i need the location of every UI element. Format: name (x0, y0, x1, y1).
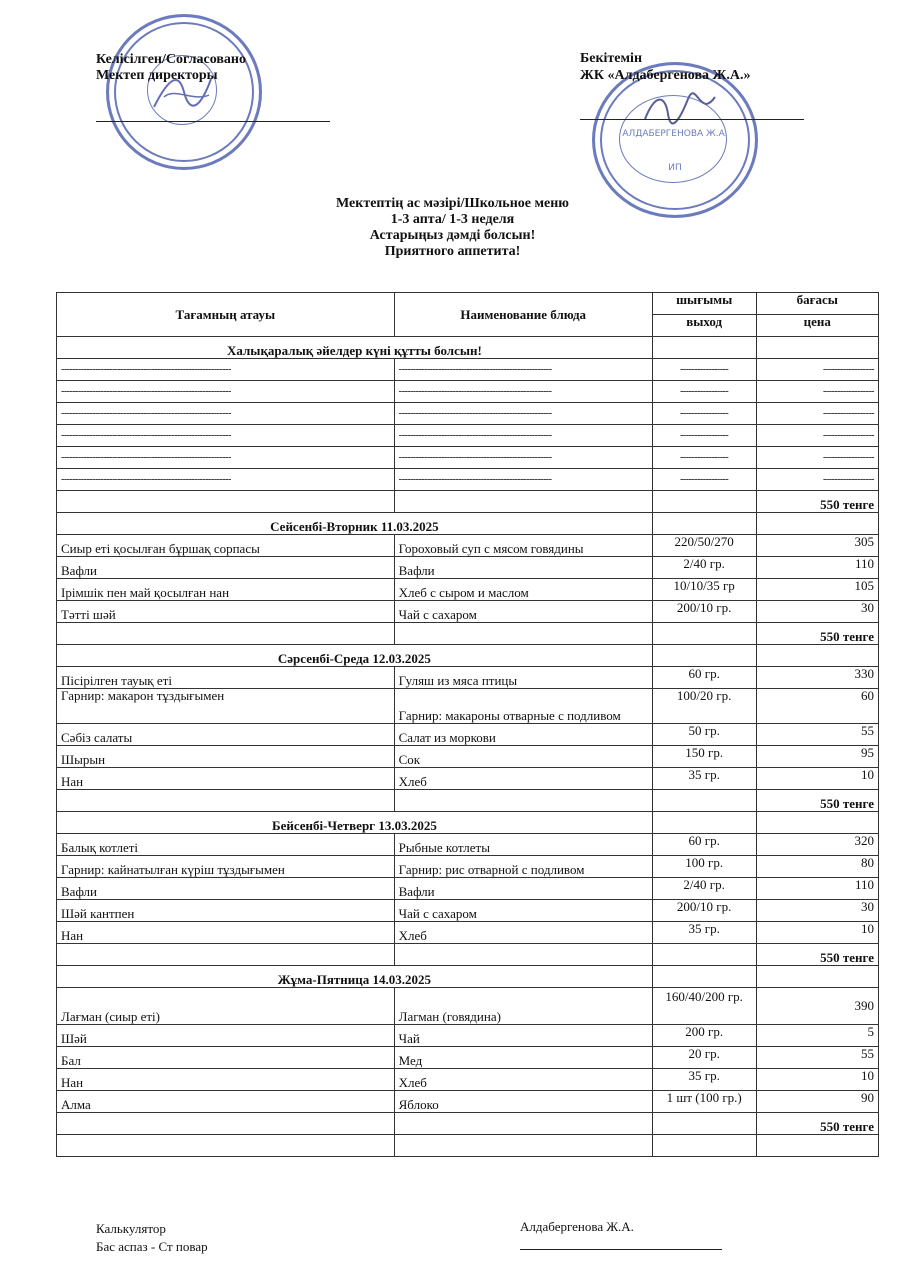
item-name-kz: Тәтті шәй (57, 601, 395, 623)
item-name-kz: Балық котлеті (57, 834, 395, 856)
item-name-kz: Лағман (сиыр еті) (57, 988, 395, 1025)
menu-table (56, 292, 879, 1157)
empty-cell (57, 623, 395, 645)
header-yield-kz: шығымы (652, 293, 756, 315)
item-price: 110 (756, 878, 879, 900)
menu-item-row (57, 1069, 879, 1091)
dash-cell: ------------------------------------------------------ (394, 381, 652, 403)
empty-cell (652, 337, 756, 359)
item-price: 60 (756, 689, 879, 724)
dash-cell: ------------------------------------------------------ (394, 447, 652, 469)
header-name-ru: Наименование блюда (394, 293, 652, 337)
item-name-ru: Салат из моркови (394, 724, 652, 746)
approval-left-line2: Мектеп директоры (96, 68, 218, 83)
item-name-kz: Алма (57, 1091, 395, 1113)
item-price: 30 (756, 601, 879, 623)
day-total-row (57, 1113, 879, 1135)
stamp-name: АЛДАБЕРГЕНОВА Ж.А. (622, 129, 728, 139)
approval-left (96, 52, 246, 84)
item-name-kz: Нан (57, 768, 395, 790)
item-price: 10 (756, 1069, 879, 1091)
item-name-ru: Чай с сахаром (394, 900, 652, 922)
item-name-ru: Гуляш из мяса птицы (394, 667, 652, 689)
item-yield: 200/10 гр. (652, 900, 756, 922)
dash-cell: ------------------ (756, 469, 879, 491)
empty-cell (756, 513, 879, 535)
item-name-ru: Гарнир: рис отварной с подливом (394, 856, 652, 878)
empty-cell (652, 513, 756, 535)
day-title: Бейсенбі-Четверг 13.03.2025 (57, 812, 653, 834)
header-price-kz: бағасы (756, 293, 879, 315)
item-yield: 35 гр. (652, 1069, 756, 1091)
day-title-row (57, 966, 879, 988)
item-price: 390 (756, 988, 879, 1025)
holiday-dash-row (57, 359, 879, 381)
item-price: 320 (756, 834, 879, 856)
day-total: 550 тенге (756, 623, 879, 645)
day-total-row (57, 944, 879, 966)
signature-mark (640, 89, 720, 129)
item-name-ru: Рыбные котлеты (394, 834, 652, 856)
item-name-kz: Гарнир: макарон тұздығымен (57, 689, 395, 724)
menu-item-row (57, 1025, 879, 1047)
item-name-kz: Сәбіз салаты (57, 724, 395, 746)
empty-cell (57, 491, 395, 513)
holiday-title: Халықаралық әйелдер күні құтты болсын! (57, 337, 653, 359)
empty-cell (57, 1113, 395, 1135)
empty-cell (652, 1113, 756, 1135)
item-name-kz: Ірімшік пен май қосылған нан (57, 579, 395, 601)
entrepreneur-stamp (592, 62, 758, 218)
title-line1: Мектептің ас мәзірі/Школьное меню (336, 196, 569, 211)
day-total: 550 тенге (756, 944, 879, 966)
item-price: 30 (756, 900, 879, 922)
school-stamp (106, 14, 262, 170)
title-line3: Астарыңыз дәмді болсын! (369, 228, 536, 243)
empty-cell (652, 1135, 756, 1157)
empty-cell (652, 790, 756, 812)
dash-cell: ----------------- (652, 381, 756, 403)
menu-item-row (57, 579, 879, 601)
menu-item-row (57, 900, 879, 922)
item-name-kz: Вафли (57, 557, 395, 579)
menu-item-row (57, 689, 879, 724)
item-yield: 220/50/270 (652, 535, 756, 557)
day-total-row (57, 623, 879, 645)
menu-item-row (57, 1047, 879, 1069)
empty-cell (756, 1135, 879, 1157)
item-name-ru: Вафли (394, 878, 652, 900)
item-price: 10 (756, 768, 879, 790)
footer-calculator: Калькулятор (96, 1221, 166, 1236)
empty-row (57, 1135, 879, 1157)
item-yield: 1 шт (100 гр.) (652, 1091, 756, 1113)
dash-cell: ------------------------------------------------------------ (57, 447, 395, 469)
item-price: 90 (756, 1091, 879, 1113)
item-price: 5 (756, 1025, 879, 1047)
empty-cell (394, 1135, 652, 1157)
item-name-kz: Гарнир: кайнатылған күріш тұздығымен (57, 856, 395, 878)
menu-item-row (57, 746, 879, 768)
menu-item-row (57, 834, 879, 856)
menu-item-row (57, 922, 879, 944)
dash-cell: ------------------ (756, 403, 879, 425)
dash-cell: ------------------------------------------------------ (394, 403, 652, 425)
dash-cell: ------------------ (756, 359, 879, 381)
holiday-dash-row (57, 425, 879, 447)
title-line2: 1-3 апта/ 1-3 неделя (390, 212, 515, 227)
item-yield: 2/40 гр. (652, 878, 756, 900)
title-line4: Приятного аппетита! (384, 244, 521, 259)
holiday-title-row (57, 337, 879, 359)
day-title-row (57, 812, 879, 834)
item-yield: 20 гр. (652, 1047, 756, 1069)
item-yield: 10/10/35 гр (652, 579, 756, 601)
item-price: 305 (756, 535, 879, 557)
item-name-kz: Сиыр еті қосылған бұршақ сорпасы (57, 535, 395, 557)
day-title-row (57, 645, 879, 667)
item-yield: 100/20 гр. (652, 689, 756, 724)
dash-cell: ------------------------------------------------------------ (57, 469, 395, 491)
menu-item-row (57, 856, 879, 878)
empty-cell (394, 1113, 652, 1135)
dash-cell: ----------------- (652, 425, 756, 447)
day-total: 550 тенге (756, 1113, 879, 1135)
empty-cell (57, 1135, 395, 1157)
holiday-dash-row (57, 469, 879, 491)
empty-cell (652, 966, 756, 988)
holiday-dash-row (57, 381, 879, 403)
day-title-row (57, 513, 879, 535)
menu-item-row (57, 667, 879, 689)
item-name-ru: Гарнир: макароны отварные с подливом (394, 689, 652, 724)
item-price: 330 (756, 667, 879, 689)
footer-left (96, 1220, 208, 1256)
empty-cell (652, 944, 756, 966)
menu-item-row (57, 557, 879, 579)
item-name-kz: Шәй кантпен (57, 900, 395, 922)
item-price: 105 (756, 579, 879, 601)
item-name-kz: Шырын (57, 746, 395, 768)
dash-cell: ------------------ (756, 447, 879, 469)
footer-right-name: Алдабергенова Ж.А. (520, 1219, 634, 1234)
item-yield: 60 гр. (652, 667, 756, 689)
item-yield: 35 гр. (652, 922, 756, 944)
dash-cell: ------------------ (756, 425, 879, 447)
empty-cell (394, 623, 652, 645)
item-yield: 50 гр. (652, 724, 756, 746)
item-name-ru: Хлеб (394, 1069, 652, 1091)
dash-cell: ------------------------------------------------------------ (57, 359, 395, 381)
item-yield: 35 гр. (652, 768, 756, 790)
dash-cell: ------------------------------------------------------ (394, 359, 652, 381)
dash-cell: ----------------- (652, 447, 756, 469)
item-price: 95 (756, 746, 879, 768)
header-price-ru: цена (756, 315, 879, 337)
approval-right-signature-line (580, 119, 804, 120)
empty-cell (652, 812, 756, 834)
item-name-ru: Вафли (394, 557, 652, 579)
approval-left-signature-line (96, 121, 330, 122)
empty-cell (57, 944, 395, 966)
item-yield: 100 гр. (652, 856, 756, 878)
approval-right-line1: Бекітемін (580, 51, 643, 66)
dash-cell: ----------------- (652, 403, 756, 425)
item-name-kz: Шәй (57, 1025, 395, 1047)
item-price: 80 (756, 856, 879, 878)
holiday-total-row (57, 491, 879, 513)
empty-cell (756, 812, 879, 834)
menu-item-row (57, 724, 879, 746)
item-name-kz: Вафли (57, 878, 395, 900)
empty-cell (652, 623, 756, 645)
item-name-ru: Хлеб (394, 922, 652, 944)
menu-item-row (57, 768, 879, 790)
menu-item-row (57, 535, 879, 557)
dash-cell: ----------------- (652, 359, 756, 381)
empty-cell (57, 790, 395, 812)
dash-cell: ------------------------------------------------------------ (57, 425, 395, 447)
dash-cell: ----------------- (652, 469, 756, 491)
item-yield: 150 гр. (652, 746, 756, 768)
footer-chef: Бас аспаз - Ст повар (96, 1239, 208, 1254)
empty-cell (394, 491, 652, 513)
header-row (57, 293, 879, 315)
approval-right-line2: ЖК «Алдабергенова Ж.А.» (580, 68, 751, 83)
day-title: Сәрсенбі-Среда 12.03.2025 (57, 645, 653, 667)
holiday-dash-row (57, 403, 879, 425)
item-name-ru: Чай (394, 1025, 652, 1047)
item-price: 110 (756, 557, 879, 579)
item-name-ru: Яблоко (394, 1091, 652, 1113)
stamp-sub: ИП (668, 163, 682, 173)
item-name-ru: Хлеб с сыром и маслом (394, 579, 652, 601)
item-name-ru: Чай с сахаром (394, 601, 652, 623)
item-yield: 2/40 гр. (652, 557, 756, 579)
item-name-kz: Нан (57, 922, 395, 944)
dash-cell: ------------------------------------------------------------ (57, 403, 395, 425)
day-title: Жұма-Пятница 14.03.2025 (57, 966, 653, 988)
item-yield: 60 гр. (652, 834, 756, 856)
empty-cell (652, 491, 756, 513)
dash-cell: ------------------------------------------------------------ (57, 381, 395, 403)
item-yield: 200/10 гр. (652, 601, 756, 623)
item-name-kz: Пісірілген тауық еті (57, 667, 395, 689)
menu-item-row (57, 878, 879, 900)
header-name-kz: Тағамның атауы (57, 293, 395, 337)
item-name-ru: Хлеб (394, 768, 652, 790)
empty-cell (756, 645, 879, 667)
item-yield: 200 гр. (652, 1025, 756, 1047)
menu-item-row (57, 601, 879, 623)
item-name-ru: Мед (394, 1047, 652, 1069)
day-total: 550 тенге (756, 491, 879, 513)
empty-cell (394, 790, 652, 812)
item-name-ru: Лагман (говядина) (394, 988, 652, 1025)
empty-cell (394, 944, 652, 966)
approval-left-line1: Келісілген/Согласовано (96, 52, 246, 67)
header-yield-ru: выход (652, 315, 756, 337)
item-price: 10 (756, 922, 879, 944)
empty-cell (652, 645, 756, 667)
day-total: 550 тенге (756, 790, 879, 812)
footer-signature-line (520, 1249, 722, 1250)
item-price: 55 (756, 724, 879, 746)
holiday-dash-row (57, 447, 879, 469)
item-yield: 160/40/200 гр. (652, 988, 756, 1025)
menu-item-row (57, 1091, 879, 1113)
item-price: 55 (756, 1047, 879, 1069)
item-name-ru: Гороховый суп с мясом говядины (394, 535, 652, 557)
menu-title (0, 196, 905, 260)
menu-item-row (57, 988, 879, 1025)
dash-cell: ------------------------------------------------------ (394, 425, 652, 447)
day-title: Сейсенбі-Вторник 11.03.2025 (57, 513, 653, 535)
empty-cell (756, 966, 879, 988)
day-total-row (57, 790, 879, 812)
item-name-kz: Нан (57, 1069, 395, 1091)
item-name-ru: Сок (394, 746, 652, 768)
approval-right (580, 50, 750, 84)
item-name-kz: Бал (57, 1047, 395, 1069)
empty-cell (756, 337, 879, 359)
dash-cell: ------------------ (756, 381, 879, 403)
dash-cell: ------------------------------------------------------ (394, 469, 652, 491)
